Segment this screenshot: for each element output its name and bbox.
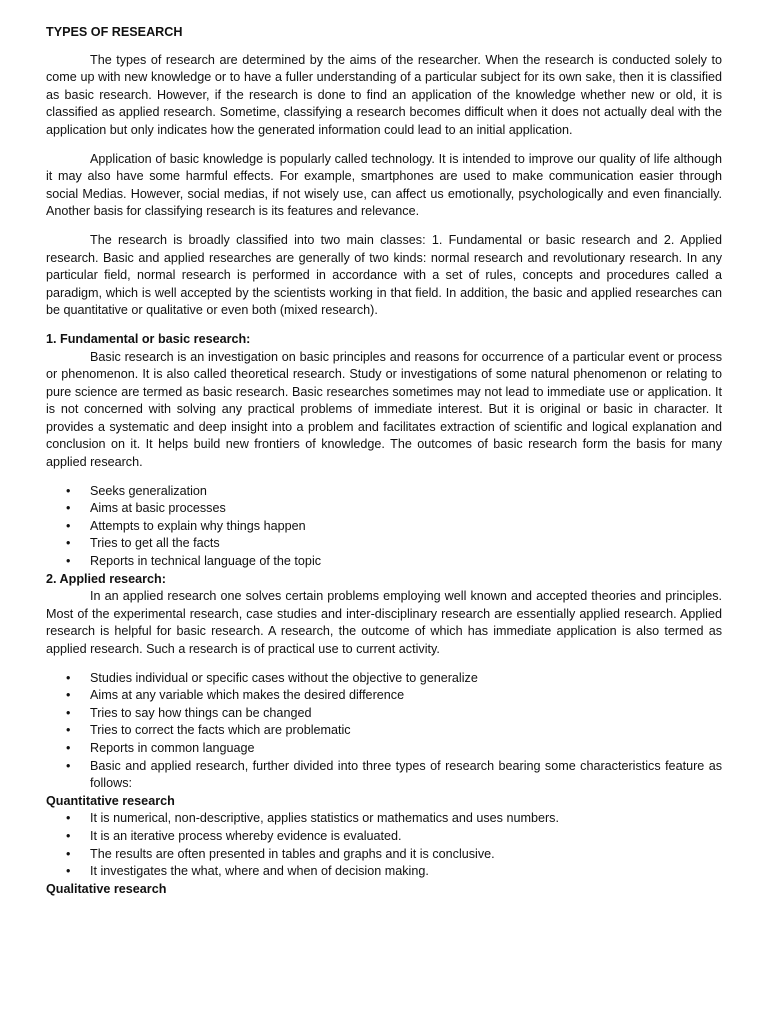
bullet-icon: • — [66, 864, 71, 879]
applied-research-paragraph: In an applied research one solves certain problems employing well known and accepted theories and principles. Most of the experimental research, case studies and inter-disciplinary research are essentially applied research. Applied research is helpful for basic research. A research, the outcome of which has immediate application is also termed as applied research. Such a research is of practical use to current activity. — [46, 589, 722, 656]
list-item — [46, 553, 722, 571]
list-item — [46, 483, 722, 501]
list-item — [46, 828, 722, 846]
list-item-text: Attempts to explain why things happen — [90, 518, 306, 533]
quantitative-research-list — [46, 810, 722, 880]
list-item — [46, 670, 722, 688]
list-item-text: Reports in technical language of the topic — [90, 554, 322, 569]
list-item — [46, 518, 722, 536]
list-item-text: Aims at any variable which makes the desired difference — [90, 688, 405, 703]
list-item — [46, 722, 722, 740]
list-item-text: Tries to say how things can be changed — [90, 705, 312, 720]
list-item — [46, 535, 722, 553]
fundamental-research-list — [46, 483, 722, 571]
bullet-icon: • — [66, 828, 71, 843]
bullet-icon: • — [66, 811, 71, 826]
document-title: TYPES OF RESEARCH — [46, 25, 183, 39]
bullet-icon: • — [66, 536, 71, 551]
fundamental-research-heading: 1. Fundamental or basic research: — [46, 331, 251, 346]
qualitative-research-heading: Qualitative research — [46, 881, 167, 896]
list-item-text: It is numerical, non-descriptive, applies statistics or mathematics and uses numbers. — [90, 811, 559, 826]
list-item-text: Tries to get all the facts — [90, 536, 220, 551]
bullet-icon: • — [66, 758, 71, 773]
list-item-text: Aims at basic processes — [90, 501, 226, 516]
intro-paragraph-3: The research is broadly classified into two main classes: 1. Fundamental or basic research and 2. Applied research. Basic and applied researches are generally of two kinds: normal research and revolutionary research. In any particular field, normal research is performed in accordance with a set of rules, concepts and procedures called a paradigm, which is well accepted by the scientists working in that field. In addition, the basic and applied researches can be quantitative or qualitative or even both (mixed research). — [46, 232, 722, 318]
bullet-icon: • — [66, 688, 71, 703]
bullet-icon: • — [66, 740, 71, 755]
list-item — [46, 758, 722, 793]
fundamental-research-paragraph: Basic research is an investigation on basic principles and reasons for occurrence of a particular event or process or phenomenon. It is also called theoretical research. Study or investigations of some natural phenomenon or relating to pure science are termed as basic research. Basic researches sometimes may not lead to immediate use or application. It is not concerned with solving any practical problems of immediate interest. But it is original or basic in character. It provides a systematic and deep insight into a problem and facilitates extraction of scientific and logical explanation and conclusion on it. It helps build new frontiers of knowledge. The outcomes of basic research form the basis for many applied research. — [46, 349, 722, 470]
bullet-icon: • — [66, 846, 71, 861]
bullet-icon: • — [66, 670, 71, 685]
bullet-icon: • — [66, 501, 71, 516]
bullet-icon: • — [66, 723, 71, 738]
list-item — [46, 687, 722, 705]
bullet-icon: • — [66, 518, 71, 533]
list-item — [46, 705, 722, 723]
list-item-text: Seeks generalization — [90, 483, 207, 498]
list-item-text: Basic and applied research, further divided into three types of research bearing some characteristics feature as follows: — [90, 758, 722, 791]
applied-research-heading: 2. Applied research: — [46, 571, 166, 586]
list-item-text: Studies individual or specific cases without the objective to generalize — [90, 670, 478, 685]
list-item — [46, 863, 722, 881]
bullet-icon: • — [66, 483, 71, 498]
list-item — [46, 846, 722, 864]
quantitative-research-heading: Quantitative research — [46, 793, 175, 808]
list-item-text: It is an iterative process whereby evidence is evaluated. — [90, 828, 402, 843]
list-item-text: Tries to correct the facts which are problematic — [90, 723, 351, 738]
bullet-icon: • — [66, 554, 71, 569]
list-item — [46, 740, 722, 758]
applied-research-list — [46, 670, 722, 793]
list-item-text: Reports in common language — [90, 740, 255, 755]
intro-paragraph-1: The types of research are determined by the aims of the researcher. When the research is conducted solely to come up with new knowledge or to have a fuller understanding of a particular subject for its own sake, then it is classified as basic research. However, if the research is done to find an application of the knowledge whether new or old, it is classified as applied research. Sometime, classifying a research becomes difficult when it does not actually deal with the application but only indicates how the generated information could lead to an initial application. — [46, 52, 722, 137]
list-item — [46, 810, 722, 828]
bullet-icon: • — [66, 705, 71, 720]
intro-paragraph-2: Application of basic knowledge is popularly called technology. It is intended to improve our quality of life although it may also have some harmful effects. For example, smartphones are used to make communication easier through social Medias. However, social medias, if not wisely use, can affect us emotionally, psychologically and even financially. Another basis for classifying research is its features and relevance. — [46, 151, 722, 219]
list-item — [46, 500, 722, 518]
list-item-text: It investigates the what, where and when of decision making. — [90, 864, 429, 879]
list-item-text: The results are often presented in tables and graphs and it is conclusive. — [90, 846, 495, 861]
